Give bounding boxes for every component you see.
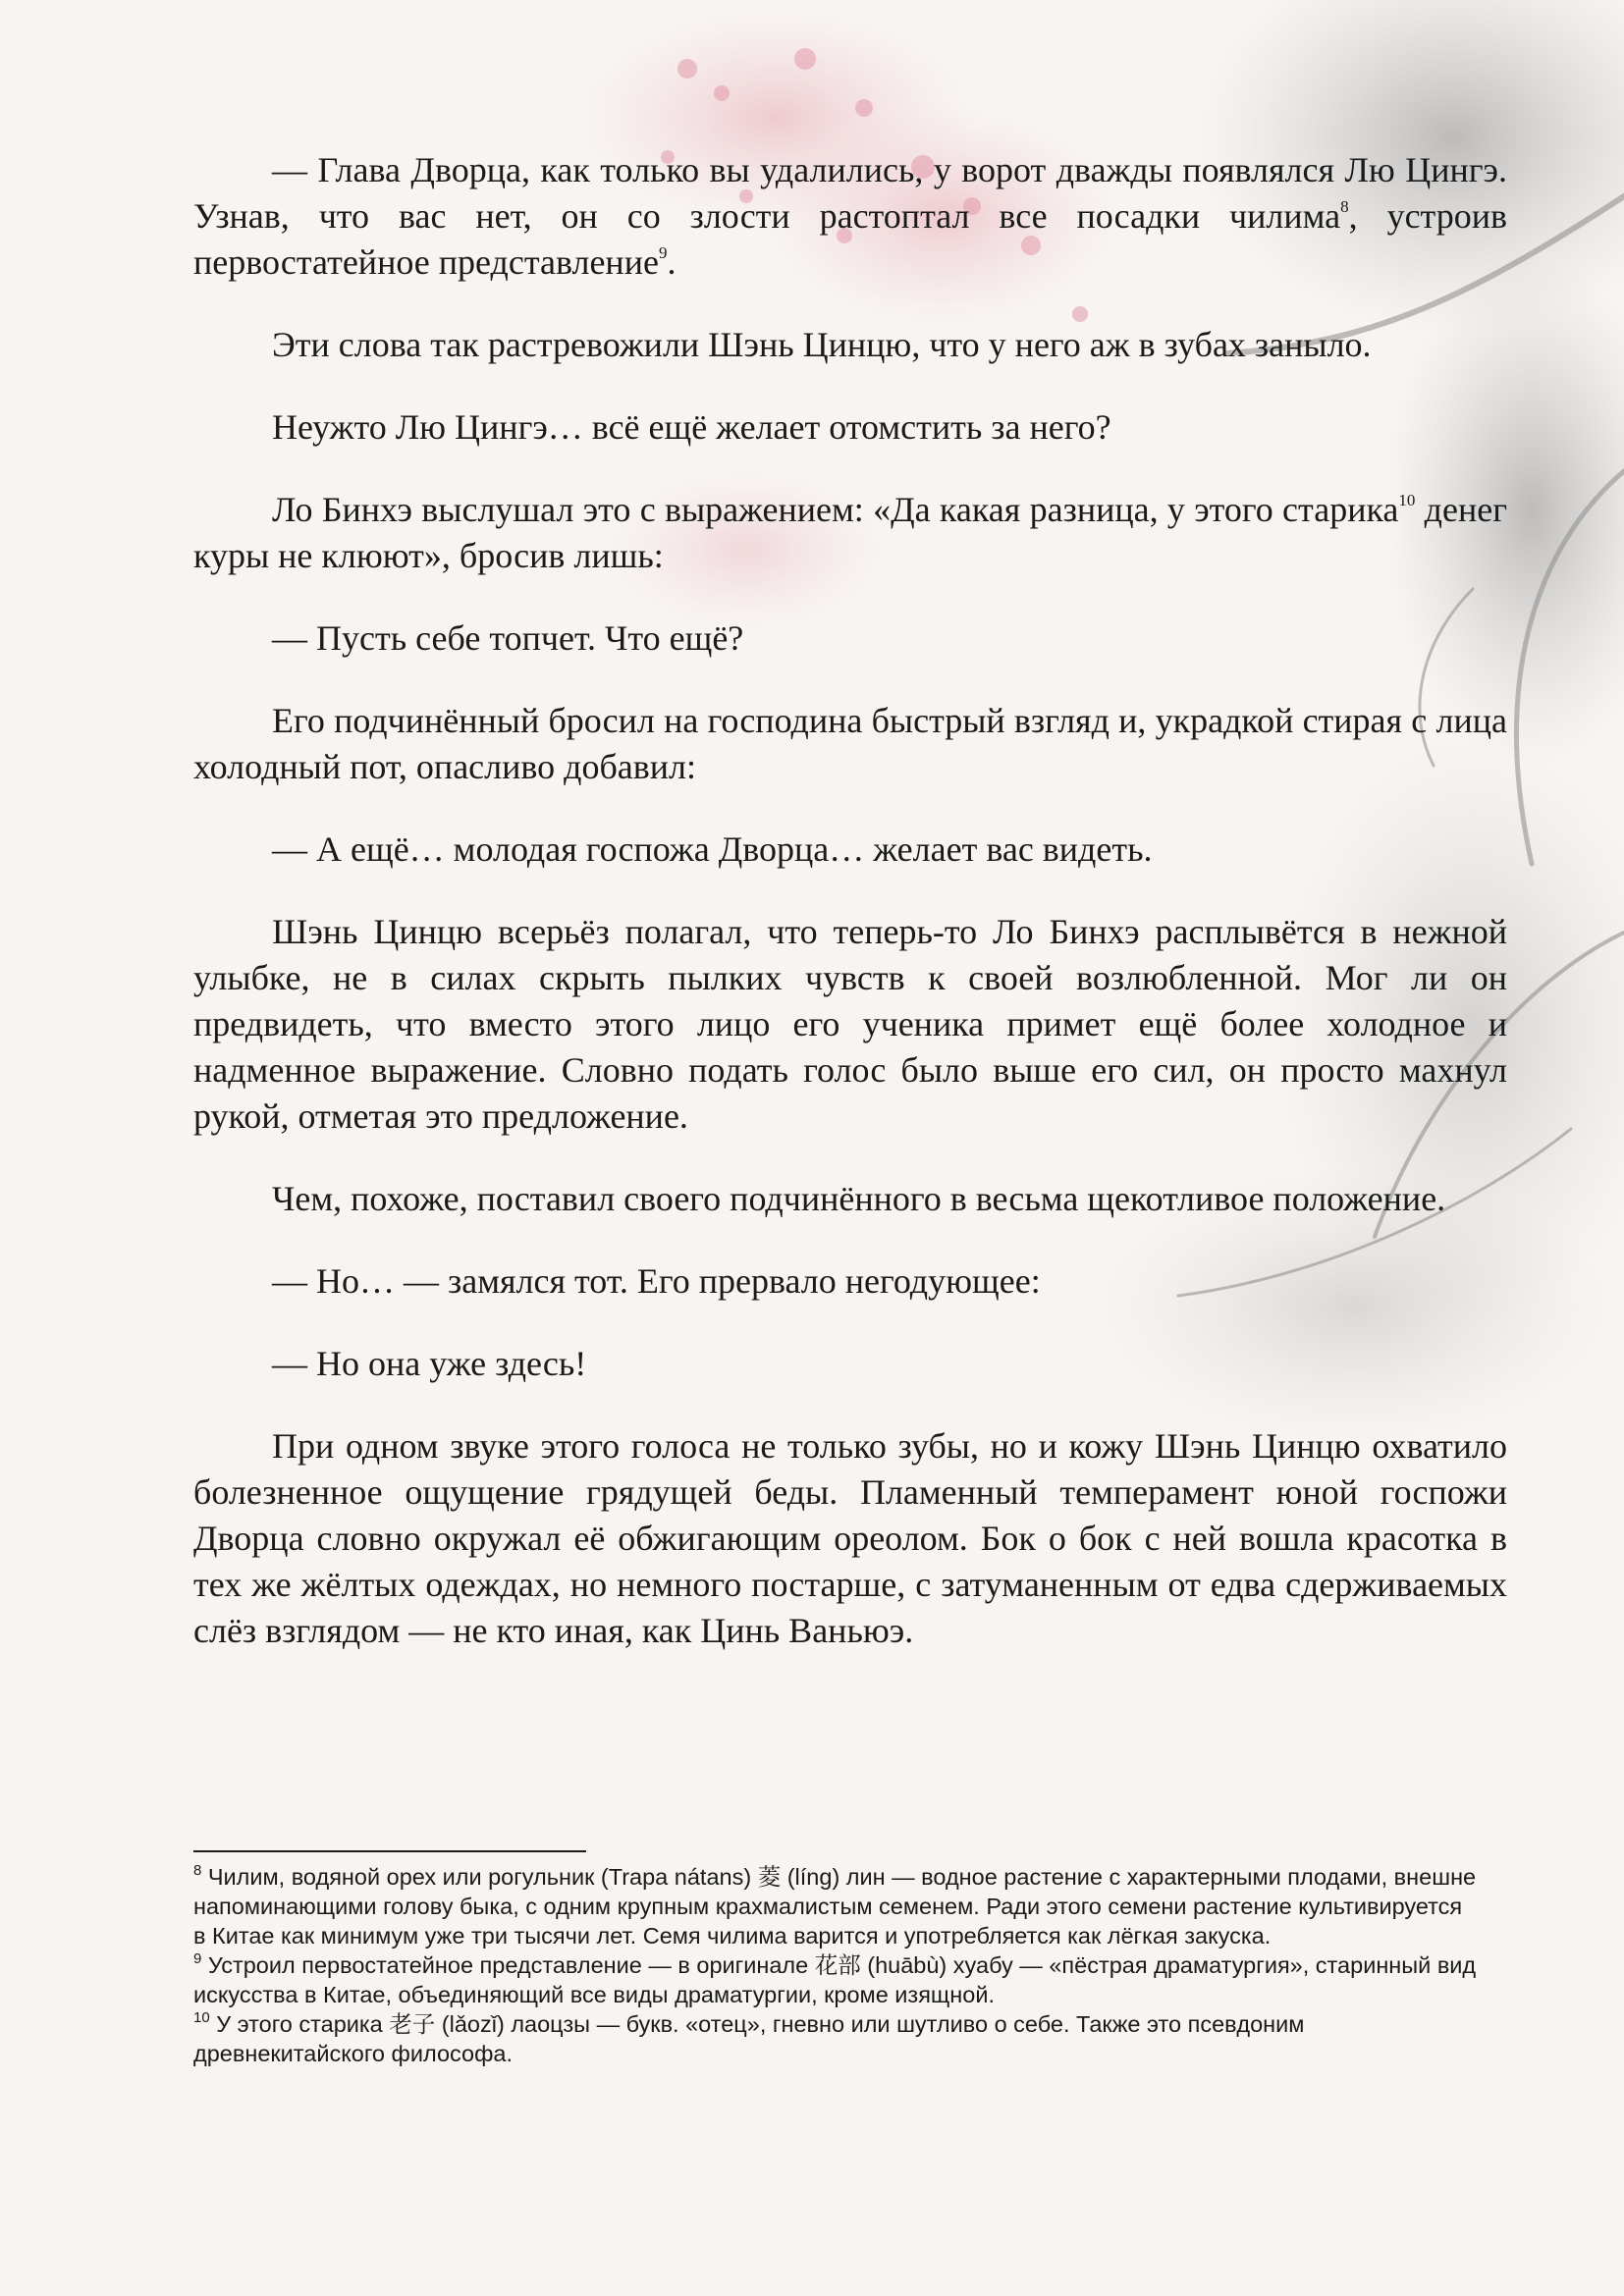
paragraph: — Пусть себе топчет. Что ещё? xyxy=(272,618,744,658)
paragraph: Его подчинённый бросил на господина быстрый взгляд и, украдкой стирая с лица холодный пот, опасливо добавил: xyxy=(193,701,1507,786)
paragraph: — А ещё… молодая госпожа Дворца… желает вас видеть. xyxy=(272,829,1153,869)
main-text xyxy=(193,147,1507,1690)
paragraph: Чем, похоже, поставил своего подчинённого в весьма щекотливое положение. xyxy=(272,1179,1446,1218)
paragraph: Эти слова так растревожили Шэнь Цинцю, что у него аж в зубах заныло. xyxy=(272,325,1372,364)
paragraph: — Глава Дворца, как только вы удалились, у ворот дважды появлялся Лю Цингэ. Узнав, что вас нет, он со злости растоптал все посадки чилима$^8$, устроив первостатейное представление$^9$. xyxy=(193,150,1507,282)
paragraph: При одном звуке этого голоса не только зубы, но и кожу Шэнь Цинцю охватило болезненное ощущение грядущей беды. Пламенный темперамент юной госпожи Дворца словно окружал её обжигающим ореолом. Бок о бок с ней вошла красотка в тех же жёлтых одеждах, но немного постарше, с затуманенным от едва сдерживаемых слёз взглядом — не кто иная, как Цинь Ваньюэ. xyxy=(193,1426,1507,1650)
footnote: $^{10}$ У этого старика 老子 (lǎozǐ) лаоцзы — букв. «отец», гневно или шутливо о себе. Также это псевдоним древнекитайского философа. xyxy=(193,2009,1305,2066)
footnote: $^8$ Чилим, водяной орех или рогульник (Trapa nátans) 菱 (líng) лин — водное растение с характерными плодами, внешне напоминающими голову быка, с одним крупным крахмалистым семенем. Ради этого семени растение культивируется в Китае как минимум уже три тысячи лет. Семя чилима варится и употребляется как лёгкая закуска. xyxy=(193,1862,1477,1949)
paragraph: — Но она уже здесь! xyxy=(272,1344,587,1383)
footnote: $^9$ Устроил первостатейное представление — в оригинале 花部 (huābù) хуабу — «пёстрая драматургия», старинный вид искусства в Китае, объединяющий все виды драматургии, кроме изящной. xyxy=(193,1950,1477,2007)
footnote-ref[interactable]: 8 xyxy=(1340,197,1349,216)
footnote-separator xyxy=(193,1850,586,1852)
paragraph: — Но… — замялся тот. Его прервало негодующее: xyxy=(272,1261,1041,1301)
paragraph: Шэнь Цинцю всерьёз полагал, что теперь-то Ло Бинхэ расплывётся в нежной улыбке, не в силах скрыть пылких чувств к своей возлюбленной. Мог ли он предвидеть, что вместо этого лицо его ученика примет ещё более холодное и надменное выражение. Словно подать голос было выше его сил, он просто махнул рукой, отметая это предложение. xyxy=(193,912,1507,1136)
footnote-ref[interactable]: 10 xyxy=(1398,491,1416,509)
footnotes xyxy=(193,1862,1480,2068)
footnote-ref[interactable]: 9 xyxy=(658,243,668,262)
paragraph: Ло Бинхэ выслушал это с выражением: «Да какая разница, у этого старика$^{10}$ денег куры не клюют», бросив лишь: xyxy=(193,490,1507,575)
paragraph: Неужто Лю Цингэ… всё ещё желает отомстить за него? xyxy=(272,407,1111,447)
